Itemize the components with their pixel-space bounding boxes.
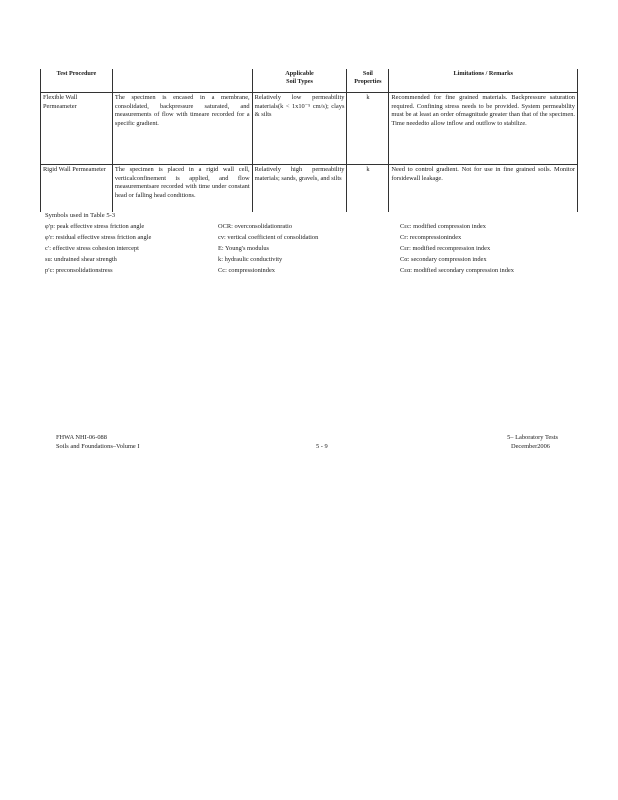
footer-date: December2006 <box>510 443 550 450</box>
table-row <box>41 165 578 213</box>
header-description <box>112 69 252 93</box>
symbol-definition: φ′r: residual effective stress friction angle <box>45 234 152 241</box>
footer-publication-title: Soils and Foundations–Volume I <box>56 443 140 450</box>
symbol-definition: Cεr: modified recompression index <box>400 245 491 252</box>
properties-cell: k <box>347 165 389 213</box>
symbol-definition: E: Young's modulus <box>218 245 270 252</box>
header-test-procedure: Test Procedure <box>41 69 113 93</box>
soil-types-cell: Relatively high permeability materials; sands, gravels, and silts <box>252 165 347 213</box>
footer-chapter-title: 5– Laboratory Tests <box>507 434 558 441</box>
symbol-definition: Cr: recompressionindex <box>400 234 462 241</box>
procedure-cell: Rigid Wall Permeameter <box>41 165 113 213</box>
remarks-cell: Need to control gradient. Not for use in fine grained soils. Monitor forsidewall leakage. <box>389 165 578 213</box>
symbol-definition: OCR: overconsolidationratio <box>218 223 293 230</box>
procedure-cell: Flexible Wall Permeameter <box>41 93 113 165</box>
remarks-cell: Recommended for fine grained materials. Backpressure saturation required. Confining stress needs to be provided. System permeability must be at least an order ofmagnitude greater than that of the specimen. Time neededto allow inflow and outflow to stabilize. <box>389 93 578 165</box>
header-applicable-soil-types: Applicable Soil Types <box>252 69 347 93</box>
table-row <box>41 93 578 165</box>
symbol-definition: Cεc: modified compression index <box>400 223 486 230</box>
footer-publication-id: FHWA NHI-06-088 <box>56 434 107 441</box>
symbol-definition: Cα: secondary compression index <box>400 256 487 263</box>
symbol-definition: k: hydraulic conductivity <box>218 256 283 263</box>
symbol-definition: Cc: compressionindex <box>218 267 275 274</box>
symbol-definition: su: undrained shear strength <box>45 256 117 263</box>
symbol-definition: c′: effective stress cohesion intercept <box>45 245 139 252</box>
symbol-definition: cv: vertical coefficient of consolidation <box>218 234 319 241</box>
header-limitations-remarks: Limitations / Remarks <box>389 69 578 93</box>
soil-types-cell: Relatively low permeability materials(k < 1x10⁻⁵ cm/s); clays & silts <box>252 93 347 165</box>
properties-cell: k <box>347 93 389 165</box>
symbols-title: Symbols used in Table 5-3 <box>45 212 116 219</box>
symbol-definition: Cεα: modified secondary compression index <box>400 267 514 274</box>
description-cell: The specimen is placed in a rigid wall cell, verticalconfinement is applied, and flow measurementsare recorded with time under constant head or falling head conditions. <box>112 165 252 213</box>
symbol-definition: p′c: preconsolidationstress <box>45 267 113 274</box>
header-soil-properties: Soil Properties <box>347 69 389 93</box>
footer-page-number: 5 - 9 <box>316 443 328 450</box>
table-header-row <box>41 69 578 93</box>
symbol-definition: φ′p: peak effective stress friction angle <box>45 223 145 230</box>
test-procedures-table <box>40 69 578 212</box>
description-cell: The specimen is encased in a membrane, consolidated, backpressure saturated, and measurements of flow with timeare recorded for a specific gradient. <box>112 93 252 165</box>
